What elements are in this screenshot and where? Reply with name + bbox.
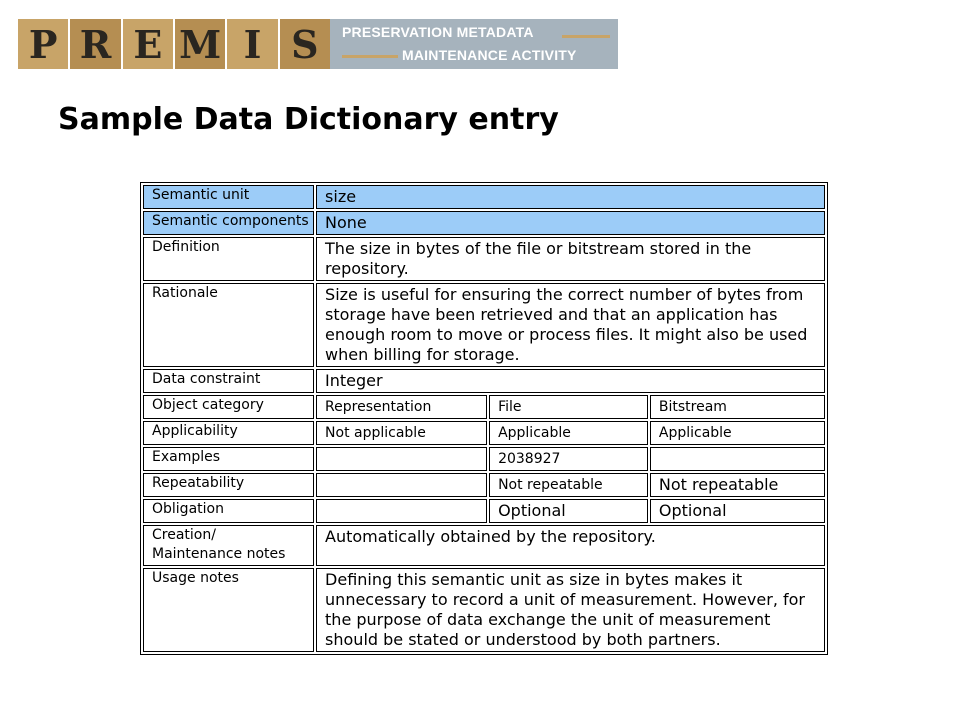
row-value: Automatically obtained by the repository. [316, 525, 825, 566]
tagline-top: PRESERVATION METADATA [342, 24, 534, 40]
row-label: Examples [143, 447, 314, 471]
file-cell: 2038927 [489, 447, 648, 471]
table-row-creation-maintenance [143, 525, 825, 566]
row-value: size [316, 185, 825, 209]
row-label: Object category [143, 395, 314, 419]
row-label: Rationale [143, 283, 314, 367]
logo-letter: M [175, 19, 225, 69]
table-row-semantic-components [143, 211, 825, 235]
row-label: Creation/ Maintenance notes [143, 525, 314, 566]
bitstream-cell: Bitstream [650, 395, 825, 419]
row-value: Size is useful for ensuring the correct number of bytes from storage have been retrieved and that an application has enough room to move or process files. It might also be used when billing for storage. [316, 283, 825, 367]
table-row-semantic-unit [143, 185, 825, 209]
table-row-examples [143, 447, 825, 471]
row-label: Data constraint [143, 369, 314, 393]
file-cell: Not repeatable [489, 473, 648, 497]
logo-tagline [330, 19, 618, 69]
data-dictionary-table [140, 182, 828, 655]
tagline-rule [562, 35, 610, 38]
logo-letter: I [227, 19, 277, 69]
logo-letters [18, 19, 330, 69]
table-row-rationale [143, 283, 825, 367]
table-row-object-category [143, 395, 825, 419]
row-value: None [316, 211, 825, 235]
tagline-rule [342, 55, 398, 58]
bitstream-cell: Applicable [650, 421, 825, 445]
row-label: Definition [143, 237, 314, 281]
page-title: Sample Data Dictionary entry [58, 102, 559, 137]
bitstream-cell [650, 447, 825, 471]
representation-cell: Representation [316, 395, 487, 419]
row-label: Usage notes [143, 568, 314, 652]
table-row-usage-notes [143, 568, 825, 652]
row-label: Obligation [143, 499, 314, 523]
file-cell: Applicable [489, 421, 648, 445]
bitstream-cell: Optional [650, 499, 825, 523]
table-row-obligation [143, 499, 825, 523]
row-label: Semantic unit [143, 185, 314, 209]
table-row-applicability [143, 421, 825, 445]
table-row-data-constraint [143, 369, 825, 393]
table-row-repeatability [143, 473, 825, 497]
table-row-definition [143, 237, 825, 281]
logo-letter: S [280, 19, 330, 69]
file-cell: Optional [489, 499, 648, 523]
representation-cell [316, 447, 487, 471]
representation-cell: Not applicable [316, 421, 487, 445]
row-label: Semantic components [143, 211, 314, 235]
logo-letter: R [70, 19, 120, 69]
row-value: Integer [316, 369, 825, 393]
row-label: Applicability [143, 421, 314, 445]
logo-letter: P [18, 19, 68, 69]
representation-cell [316, 499, 487, 523]
premis-logo [18, 19, 618, 69]
logo-letter: E [123, 19, 173, 69]
file-cell: File [489, 395, 648, 419]
row-value: The size in bytes of the file or bitstream stored in the repository. [316, 237, 825, 281]
row-value: Defining this semantic unit as size in bytes makes it unnecessary to record a unit of measurement. However, for the purpose of data exchange the unit of measurement should be stated or understood by both partners. [316, 568, 825, 652]
representation-cell [316, 473, 487, 497]
tagline-bottom: MAINTENANCE ACTIVITY [402, 47, 577, 63]
row-label: Repeatability [143, 473, 314, 497]
bitstream-cell: Not repeatable [650, 473, 825, 497]
